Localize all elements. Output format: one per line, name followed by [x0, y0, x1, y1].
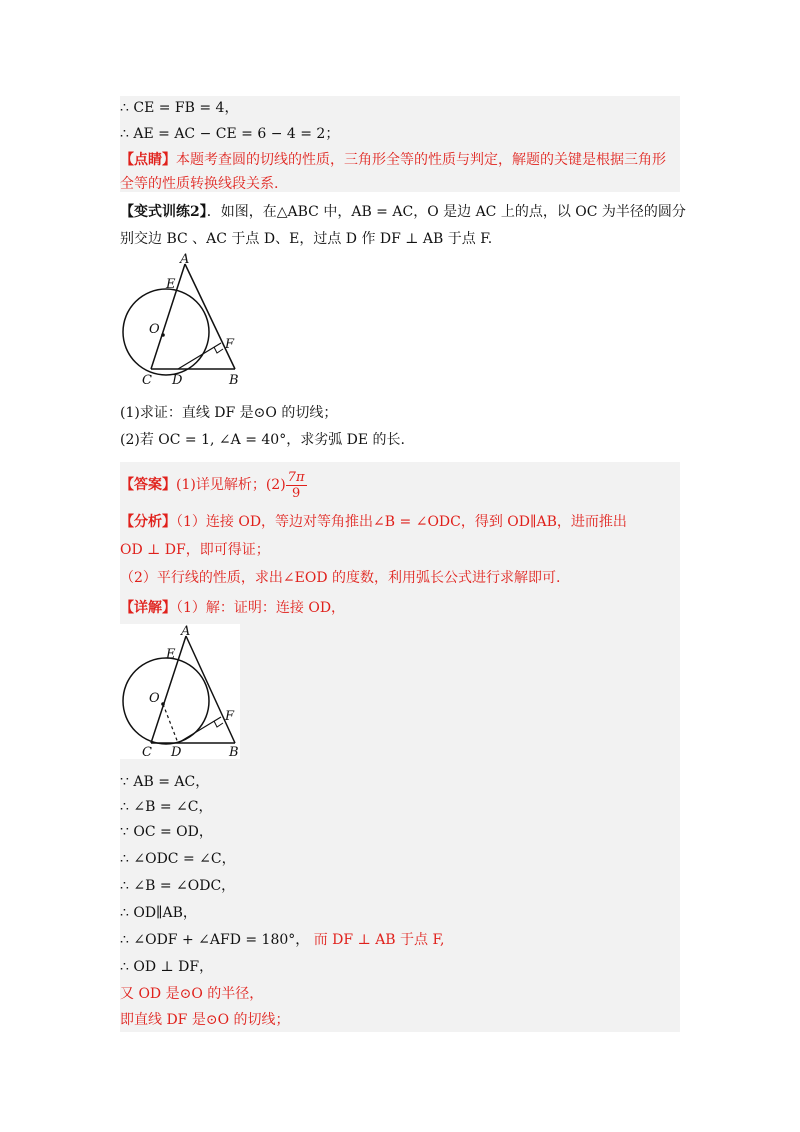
problem-line-1 — [120, 202, 686, 222]
label-e: E — [166, 277, 176, 292]
geometry-figure-1 — [110, 252, 250, 392]
analysis-tag: 【分析】 — [120, 514, 176, 530]
proof-line-1: ∵ AB = AC， — [120, 774, 210, 790]
question-1: (1)求证：直线 DF 是⊙O 的切线； — [120, 405, 338, 421]
label-f: F — [225, 709, 235, 724]
proof-line-5: ∴ ∠B = ∠ODC， — [120, 878, 236, 894]
proof-red-suffix: 而 DF ⊥ AB 于点 F, — [313, 932, 445, 948]
comment-tag: 【点睛】 — [120, 152, 176, 168]
analysis-text-1: （1）连接 OD，等边对等角推出∠B = ∠ODC，得到 OD∥AB，进而推出 — [176, 514, 627, 530]
label-d: D — [172, 373, 183, 388]
top-line-2: ∴ AE = AC − CE = 6 − 4 = 2； — [120, 126, 340, 142]
label-e: E — [166, 647, 176, 662]
top-line-1: ∴ CE = FB = 4， — [120, 100, 239, 116]
side-ab — [185, 264, 235, 369]
label-c: C — [142, 373, 152, 388]
segment-df — [178, 343, 221, 369]
label-a: A — [180, 252, 190, 267]
label-b: B — [229, 373, 239, 388]
label-o: O — [149, 691, 160, 706]
proof-text-7: ∴ ∠ODF + ∠AFD = 180°， — [120, 932, 310, 948]
proof-line-2: ∴ ∠B = ∠C， — [120, 799, 213, 815]
proof-line-3: ∵ OC = OD， — [120, 824, 213, 840]
label-a: A — [181, 624, 191, 639]
right-angle-mark — [214, 347, 223, 353]
point-o — [161, 702, 165, 706]
detail-line-1 — [120, 598, 345, 618]
fraction-numerator: 7π — [287, 469, 305, 485]
analysis-line-3: （2）平行线的性质，求出∠EOD 的度数，利用弧长公式进行求解即可. — [120, 570, 561, 586]
answer-line — [120, 468, 307, 502]
question-2: (2)若 OC = 1, ∠A = 40°，求劣弧 DE 的长. — [120, 432, 405, 448]
proof-red-line-1: 又 OD 是⊙O 的半径， — [120, 986, 264, 1002]
proof-red-line-2: 即直线 DF 是⊙O 的切线； — [120, 1012, 290, 1028]
circle-o — [123, 289, 209, 375]
proof-line-4: ∴ ∠ODC = ∠C， — [120, 851, 236, 867]
analysis-line-2: OD ⊥ DF，即可得证； — [120, 542, 270, 558]
detail-text-1: （1）解：证明：连接 OD， — [176, 600, 346, 616]
proof-line-8: ∴ OD ⊥ DF， — [120, 959, 214, 975]
comment-line-2: 全等的性质转换线段关系. — [120, 176, 279, 192]
comment-line-1 — [120, 150, 666, 170]
fraction-denominator: 9 — [291, 485, 301, 501]
answer-text: (1)详见解析；(2) — [176, 477, 286, 493]
detail-tag: 【详解】 — [120, 600, 176, 616]
comment-text-1: 本题考查圆的切线的性质，三角形全等的性质与判定，解题的关键是根据三角形 — [176, 152, 666, 168]
label-f: F — [225, 337, 235, 352]
point-o — [161, 333, 165, 337]
proof-line-7 — [120, 930, 444, 950]
label-c: C — [142, 745, 152, 759]
problem-line-2: 别交边 BC 、AC 于点 D、E，过点 D 作 DF ⊥ AB 于点 F. — [120, 231, 493, 247]
geometry-figure-2 — [120, 624, 240, 759]
proof-line-6: ∴ OD∥AB， — [120, 905, 197, 921]
answer-fraction — [286, 470, 307, 501]
label-o: O — [149, 322, 160, 337]
analysis-line-1 — [120, 512, 627, 532]
answer-tag: 【答案】 — [120, 477, 176, 493]
label-b: B — [229, 745, 239, 759]
label-d: D — [171, 745, 182, 759]
problem-tag: 【变式训练2】 — [120, 204, 207, 220]
problem-text-1: ．如图，在△ABC 中，AB = AC，O 是边 AC 上的点，以 OC 为半径的圆分 — [206, 204, 686, 220]
